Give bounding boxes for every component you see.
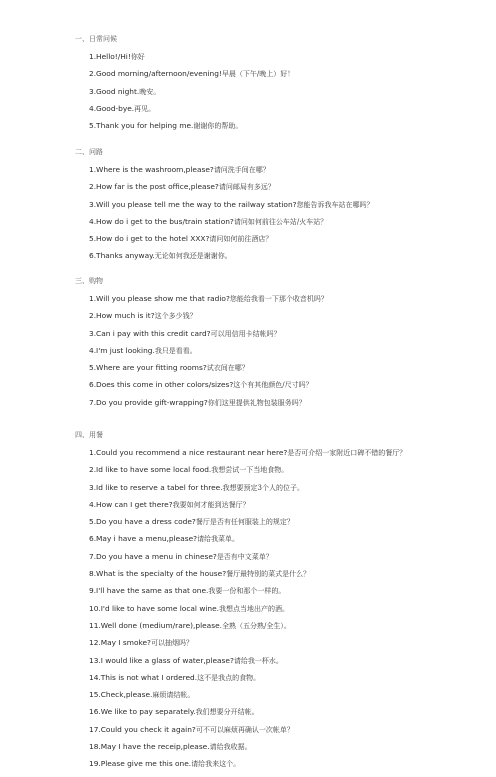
phrase-line — [89, 363, 328, 380]
phrase-english: 6.Thanks anyway. — [89, 251, 155, 261]
phrase-line — [89, 465, 406, 482]
phrase-line — [89, 104, 294, 121]
phrase-chinese: 我要如何才能到达餐厅？ — [172, 500, 250, 509]
phrase-list — [89, 165, 374, 269]
phrase-english: 1.Where is the washroom,please? — [89, 165, 214, 174]
phrase-english: 2.How much is it? — [89, 311, 155, 321]
phrase-english: 13.I would like a glass of water,please? — [89, 655, 234, 665]
phrase-chinese: 这个有其他颜色/尺寸吗？ — [233, 381, 313, 390]
phrase-line — [89, 234, 374, 251]
phrase-chinese: 试衣间在哪？ — [206, 364, 249, 373]
phrase-chinese: 这不是我点的食物。 — [197, 673, 261, 682]
phrase-chinese: 请给我菜单。 — [197, 535, 240, 544]
phrase-chinese: 我想要预定3个人的位子。 — [222, 483, 305, 492]
phrase-line — [89, 346, 328, 363]
phrase-line — [89, 311, 328, 328]
phrase-chinese: 麻烦请结帐。 — [152, 691, 195, 700]
phrase-english: 1.Will you please show me that radio? — [89, 294, 230, 303]
phrase-line — [89, 552, 406, 569]
phrase-english: 12.May I smoke? — [89, 638, 151, 648]
phrase-chinese: 谢谢你的帮助。 — [193, 122, 243, 131]
section-heading: 二、问路 — [75, 148, 103, 156]
phrase-chinese: 请问如何前往酒店？ — [209, 235, 273, 244]
phrase-chinese: 请给我收据。 — [209, 743, 252, 752]
phrase-list — [89, 448, 406, 777]
phrase-line — [89, 638, 406, 655]
phrase-chinese: 全熟（五分熟/全生）。 — [221, 621, 291, 630]
phrase-chinese: 是否有中文菜单？ — [216, 552, 273, 561]
phrase-list — [89, 294, 328, 415]
phrase-chinese: 早晨（下午/晚上）好！ — [221, 70, 295, 79]
phrase-english: 11.Well done (medium/rare),please. — [89, 620, 222, 630]
phrase-chinese: 您能给我看一下那个收音机吗？ — [229, 295, 328, 303]
phrase-chinese: 我想点当地出产的酒。 — [219, 604, 289, 613]
phrase-line — [89, 380, 328, 397]
phrase-english: 6.Does this come in other colors/sizes? — [89, 380, 234, 390]
phrase-line — [89, 200, 374, 217]
phrase-english: 5.Thank you for helping me. — [89, 121, 194, 131]
phrase-english: 3.Will you please tell me the way to the railway station? — [89, 199, 297, 209]
phrase-english: 18.May I have the receip,please. — [89, 742, 210, 752]
phrase-english: 2.Good morning/afternoon/evening! — [89, 69, 222, 79]
phrase-english: 6.May i have a menu,please? — [89, 534, 198, 544]
phrase-chinese: 晚安。 — [139, 87, 161, 96]
phrase-line — [89, 759, 406, 776]
phrase-line — [89, 121, 294, 138]
phrase-line — [89, 182, 374, 199]
phrase-english: 4.I'm just looking. — [89, 345, 155, 355]
phrase-line — [89, 690, 406, 707]
phrase-line — [89, 251, 374, 268]
phrase-chinese: 再见。 — [134, 104, 156, 113]
phrase-chinese: 可以用信用卡结帐吗？ — [210, 329, 281, 338]
phrase-english: 3.Can i pay with this credit card? — [89, 328, 211, 338]
phrase-english: 1.Could you recommend a nice restaurant near here? — [89, 448, 288, 457]
phrase-english: 7.Do you have a menu in chinese? — [89, 551, 217, 561]
phrase-line — [89, 656, 406, 673]
phrase-line — [89, 87, 294, 104]
phrase-chinese: 无论如何我还是谢谢你。 — [154, 252, 232, 261]
phrase-chinese: 请问如何前往公车站/火车站？ — [233, 217, 328, 226]
phrase-line — [89, 294, 328, 311]
phrase-chinese: 可以抽烟吗？ — [150, 639, 193, 648]
phrase-english: 10.I'd like to have some local wine. — [89, 603, 219, 613]
phrase-english: 3.Good night. — [89, 86, 140, 96]
phrase-line — [89, 448, 406, 465]
phrase-line — [89, 742, 406, 759]
phrase-chinese: 我只是看看。 — [154, 346, 197, 355]
phrase-line — [89, 483, 406, 500]
phrase-list — [89, 52, 294, 138]
phrase-chinese: 请问洗手间在哪？ — [213, 166, 270, 174]
phrase-line — [89, 500, 406, 517]
phrase-english: 8.What is the specialty of the house? — [89, 569, 227, 579]
phrase-english: 4.How do i get to the bus/train station? — [89, 216, 234, 226]
phrase-line — [89, 517, 406, 534]
phrase-line — [89, 569, 406, 586]
phrase-line — [89, 673, 406, 690]
phrase-line — [89, 52, 294, 69]
phrase-chinese: 餐厅最特别的菜式是什么？ — [226, 570, 311, 579]
phrase-line — [89, 534, 406, 551]
phrase-english: 17.Could you check it again? — [89, 724, 196, 734]
phrase-english: 19.Please give me this one. — [89, 759, 192, 769]
phrase-chinese: 可不可以麻烦再确认一次帐单？ — [195, 725, 294, 734]
phrase-line — [89, 621, 406, 638]
phrase-line — [89, 586, 406, 603]
phrase-english: 16.We like to pay separately. — [89, 707, 196, 717]
phrase-line — [89, 398, 328, 415]
phrase-english: 2.How far is the post office,please? — [89, 182, 219, 192]
phrase-english: 9.I'll have the same as that one. — [89, 586, 209, 596]
phrase-english: 5.Where are your fitting rooms? — [89, 363, 207, 373]
phrase-line — [89, 707, 406, 724]
phrase-chinese: 餐厅是否有任何服装上的规定？ — [195, 518, 294, 527]
phrase-chinese: 是否可介绍一家附近口碑不错的餐厅？ — [287, 449, 407, 457]
phrase-english: 15.Check,please. — [89, 690, 153, 700]
section-heading: 三、购物 — [75, 277, 103, 285]
phrase-english: 4.Good-bye. — [89, 103, 135, 113]
phrase-english: 3.Id like to reserve a tabel for three. — [89, 482, 223, 492]
phrase-line — [89, 604, 406, 621]
phrase-english: 14.This is not what I ordered. — [89, 672, 198, 682]
phrase-line — [89, 69, 294, 86]
phrase-line — [89, 217, 374, 234]
phrase-chinese: 我们想要分开结帐。 — [195, 708, 259, 717]
phrase-english: 1.Hello!/Hi! — [89, 52, 131, 61]
phrase-chinese: 你好 — [130, 53, 145, 61]
phrase-english: 7.Do you provide gift-wrapping? — [89, 397, 208, 407]
phrase-english: 2.Id like to have some local food. — [89, 465, 212, 475]
phrase-english: 5.Do you have a dress code? — [89, 517, 196, 527]
section-heading: 四、用餐 — [75, 431, 103, 439]
phrase-chinese: 您能告诉我车站在哪吗？ — [296, 200, 374, 209]
phrase-chinese: 我要一份和那个一样的。 — [208, 587, 286, 596]
phrase-line — [89, 329, 328, 346]
section-heading: 一、日常问候 — [75, 35, 117, 43]
phrase-chinese: 请给我来这个。 — [191, 760, 241, 769]
phrase-english: 5.How do i get to the hotel XXX? — [89, 234, 210, 244]
phrase-chinese: 请问邮局有多远？ — [218, 183, 275, 192]
phrase-chinese: 你们这里提供礼物包装服务吗？ — [207, 398, 306, 407]
phrase-chinese: 这个多少钱？ — [154, 312, 197, 321]
phrase-chinese: 请给我一杯水。 — [233, 656, 283, 665]
phrase-chinese: 我想尝试一下当地食物。 — [211, 466, 289, 475]
phrase-line — [89, 725, 406, 742]
phrase-english: 4.How can I get there? — [89, 499, 173, 509]
phrase-line — [89, 165, 374, 182]
